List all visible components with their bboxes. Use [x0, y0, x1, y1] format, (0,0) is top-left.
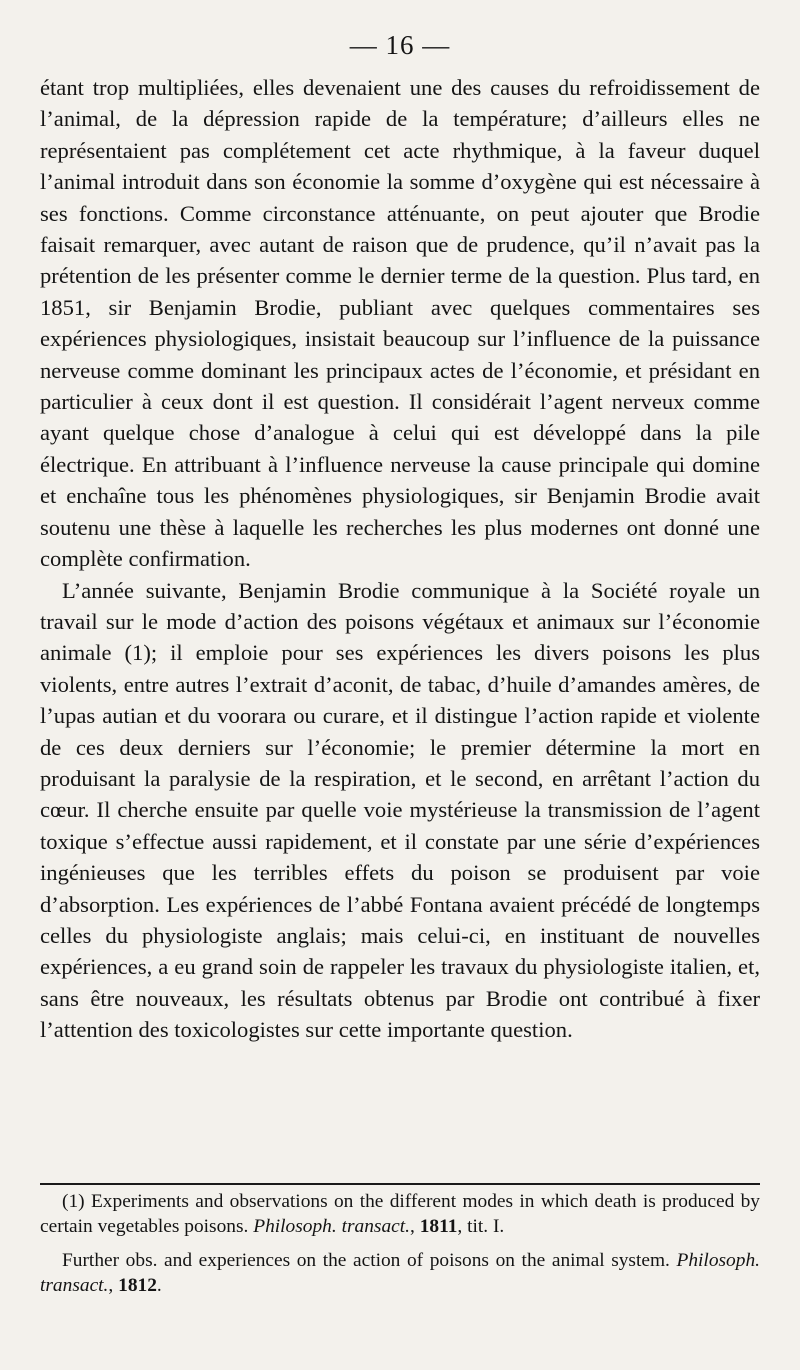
footnote-2-year: 1812	[118, 1274, 157, 1296]
footnote-reference: (1)	[124, 640, 151, 666]
paragraph-2-text-b: ; il emploie pour ses expériences les divers poisons les plus violents, entre autres l’extrait d’aconit, de tabac, d’huile d’amandes amères, de l’upas autian et du voorara ou curare, et il distingue l’action rapide et violente de ces deux derniers sur l’économie; le premier détermine la mort en produisant la paralysie de la respiration, et le second, en arrêtant l’action du cœur. Il cherche ensuite par quelle voie mystérieuse la transmission de l’agent toxique s’effectue aussi rapidement, et il constate par une série d’expériences ingénieuses que les terribles effets du poison se produisent par voie d’absorption. Les expériences de l’abbé Fontana avaient précédé de longtemps celles du physiologiste anglais; mais celui-ci, en instituant de nouvelles expériences, a eu grand soin de rappeler les travaux du physiologiste italien, et, sans être nouveaux, les résultats obtenus par Brodie ont contribué à fixer l’attention des toxicologistes sur cette importante question.	[40, 640, 760, 1043]
footnote-1-journal: Philosoph. transact.	[253, 1215, 410, 1237]
footnote-2-text: Further obs. and experiences on the action of poisons on the animal system.	[62, 1250, 677, 1272]
footnote-1-marker: (1)	[62, 1191, 85, 1212]
footnote-1-text: Experiments and observations on the different modes in which death is produced by certain vegetables poisons.	[40, 1191, 760, 1237]
body-text	[40, 72, 760, 1046]
paragraph-1: étant trop multipliées, elles devenaient une des causes du refroidissement de l’animal, de la dépression rapide de la température; d’ailleurs elles ne représentaient pas complétement cet acte rhythmique, à la faveur duquel l’animal introduit dans son économie la somme d’oxygène qui est nécessaire à ses fonctions. Comme circonstance atténuante, on peut ajouter que Brodie faisait remarquer, avec autant de raison que de prudence, qu’il n’avait pas la prétention de les présenter comme le dernier terme de la question. Plus tard, en 1851, sir Benjamin Brodie, publiant avec quelques commentaires ses expériences physiologiques, insistait beaucoup sur l’influence de la puissance nerveuse comme dominant les principaux actes de l’économie, et présidant en particulier à ceux dont il est question. Il considérait l’agent nerveux comme ayant quelque chose d’analogue à celui qui est développé dans la pile électrique. En attribuant à l’influence nerveuse la cause principale qui domine et enchaîne tous les phénomènes physiologiques, sir Benjamin Brodie avait soutenu une thèse à laquelle les recherches les plus modernes ont donné une complète confirmation.	[40, 75, 760, 572]
footnote-2-journal: Philosoph. transact.	[40, 1250, 760, 1296]
paragraph-2-text-a: L’année suivante, Benjamin Brodie communique à la Société royale un travail sur le mode d’action des poisons végétaux et animaux sur l’économie animale	[40, 577, 760, 666]
footnotes	[40, 1190, 760, 1298]
footnote-divider	[40, 1183, 760, 1185]
footnote-1-sep: ,	[409, 1215, 420, 1237]
paragraph-2	[40, 575, 760, 1046]
footnote-2-sep: ,	[108, 1274, 119, 1296]
page-number: — 16 —	[349, 30, 451, 60]
footnote-2-after: .	[156, 1274, 162, 1296]
footnote-1-year: 1811	[419, 1215, 458, 1237]
footnote-2	[40, 1249, 760, 1298]
footnote-1	[40, 1190, 760, 1239]
footnote-1-after: , tit. I.	[457, 1215, 505, 1237]
